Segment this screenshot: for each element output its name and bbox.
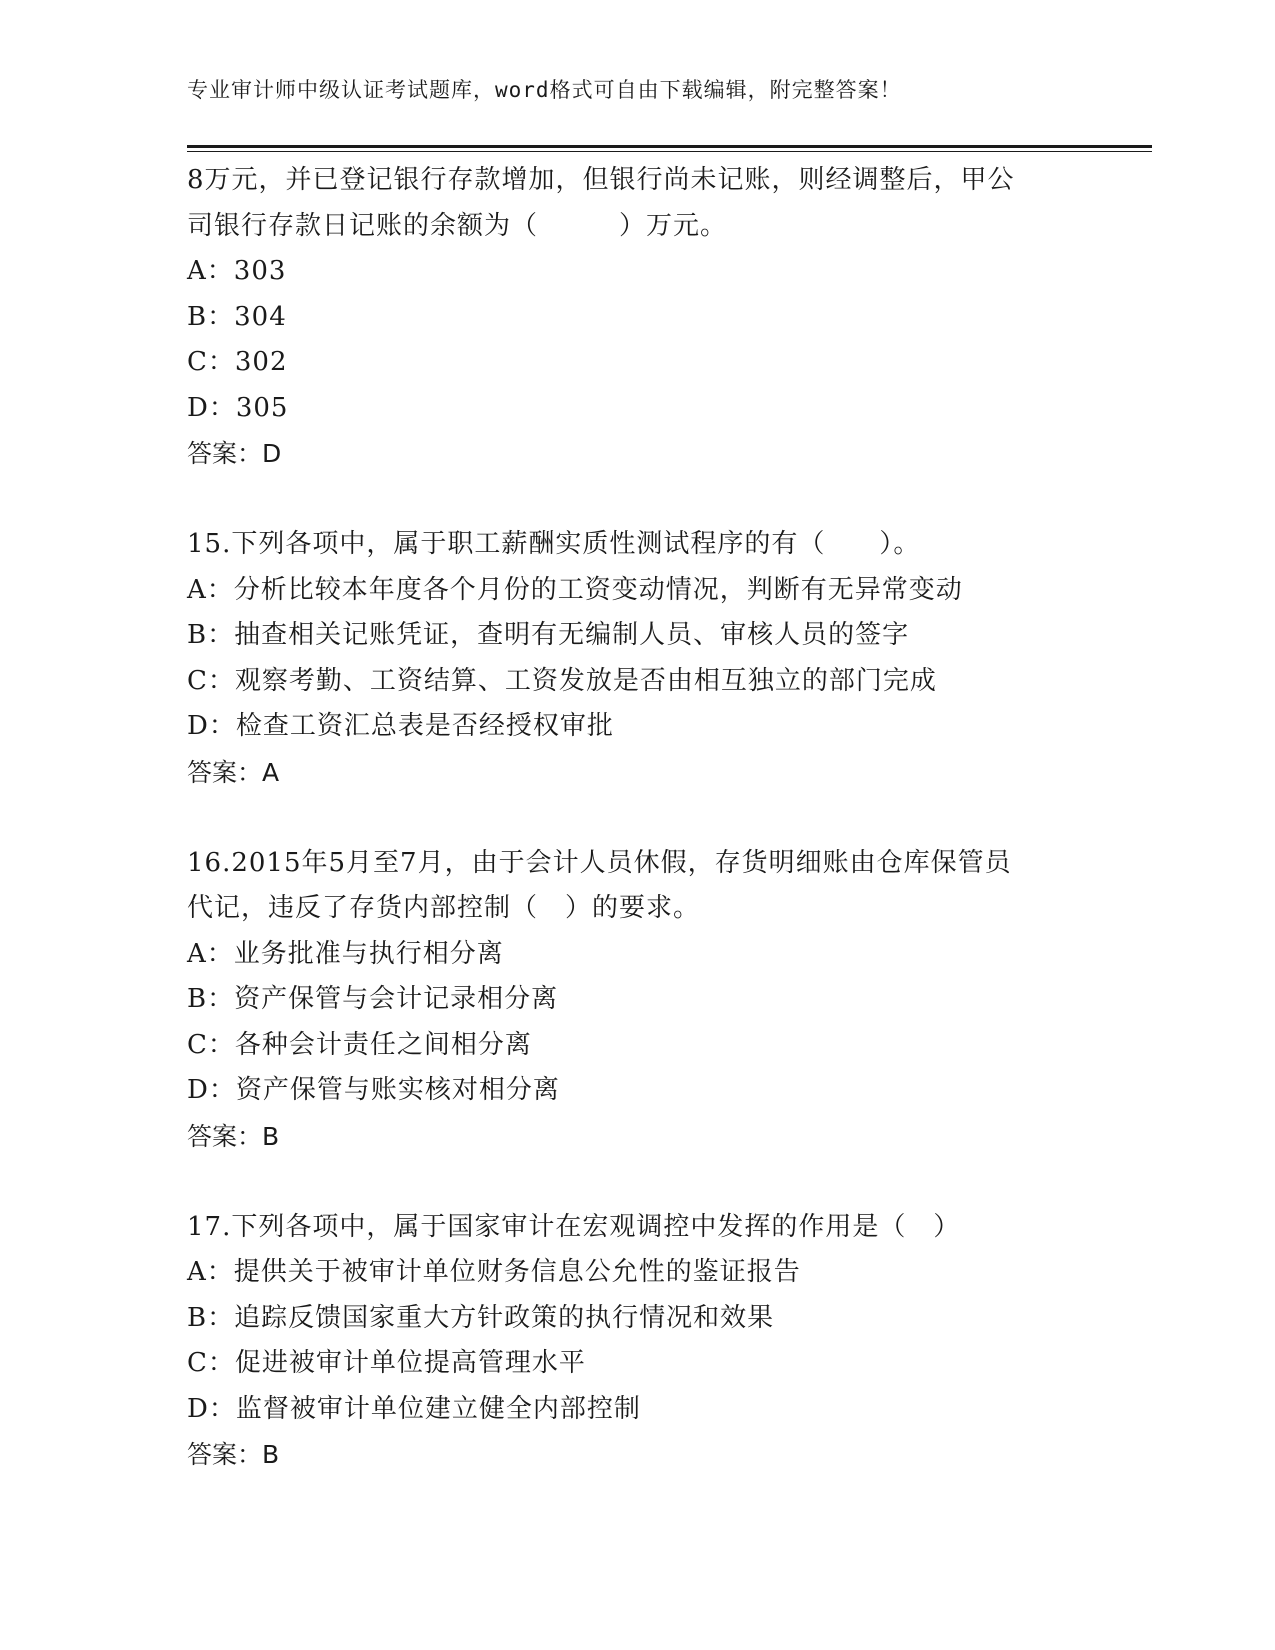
spacer (187, 795, 1087, 841)
question-17 (187, 1205, 1087, 1478)
option-d: D：资产保管与账实核对相分离 (187, 1075, 560, 1105)
spacer (187, 1159, 1087, 1205)
option-b: B：追踪反馈国家重大方针政策的执行情况和效果 (187, 1302, 775, 1333)
spacer (187, 477, 1087, 523)
answer: 答案：B (187, 1440, 280, 1469)
question-14 (187, 158, 1087, 477)
option-a: A：分析比较本年度各个月份的工资变动情况，判断有无异常变动 (187, 574, 963, 605)
answer: 答案：A (187, 757, 280, 787)
option-c: C：促进被审计单位提高管理水平 (187, 1348, 586, 1378)
option-b: B：资产保管与会计记录相分离 (187, 984, 559, 1014)
option-b: B：304 (187, 301, 287, 332)
option-c: C：各种会计责任之间相分离 (187, 1029, 532, 1060)
option-c: C：观察考勤、工资结算、工资发放是否由相互独立的部门完成 (187, 665, 937, 696)
question-stem: 15.下列各项中，属于职工薪酬实质性测试程序的有（ ）。 (187, 529, 921, 559)
header-rule-thick (187, 145, 1152, 148)
option-d: D：检查工资汇总表是否经授权审批 (187, 711, 614, 741)
header-rule-thin (187, 151, 1152, 152)
option-d: D：305 (187, 392, 289, 423)
question-content (187, 158, 1087, 1478)
question-stem: 司银行存款日记账的余额为（ ）万元。 (187, 210, 728, 241)
option-d: D：监督被审计单位建立健全内部控制 (187, 1393, 641, 1424)
question-stem: 16.2015年5月至7月，由于会计人员休假，存货明细账由仓库保管员 (187, 847, 1012, 878)
option-c: C：302 (187, 347, 288, 377)
answer: 答案：D (187, 439, 282, 468)
question-stem: 17.下列各项中，属于国家审计在宏观调控中发挥的作用是（ ） (187, 1211, 961, 1242)
question-16 (187, 841, 1087, 1160)
option-a: A：303 (187, 256, 287, 286)
question-15 (187, 522, 1087, 795)
question-stem: 8万元，并已登记银行存款增加，但银行尚未记账，则经调整后，甲公 (187, 165, 1015, 195)
answer: 答案：B (187, 1121, 280, 1151)
option-a: A：提供关于被审计单位财务信息公允性的鉴证报告 (187, 1257, 801, 1287)
page-header: 专业审计师中级认证考试题库，word格式可自由下载编辑，附完整答案！ (187, 78, 902, 102)
question-stem: 代记，违反了存货内部控制（ ）的要求。 (187, 893, 701, 923)
option-b: B：抽查相关记账凭证，查明有无编制人员、审核人员的签字 (187, 620, 910, 650)
option-a: A：业务批准与执行相分离 (187, 938, 504, 969)
